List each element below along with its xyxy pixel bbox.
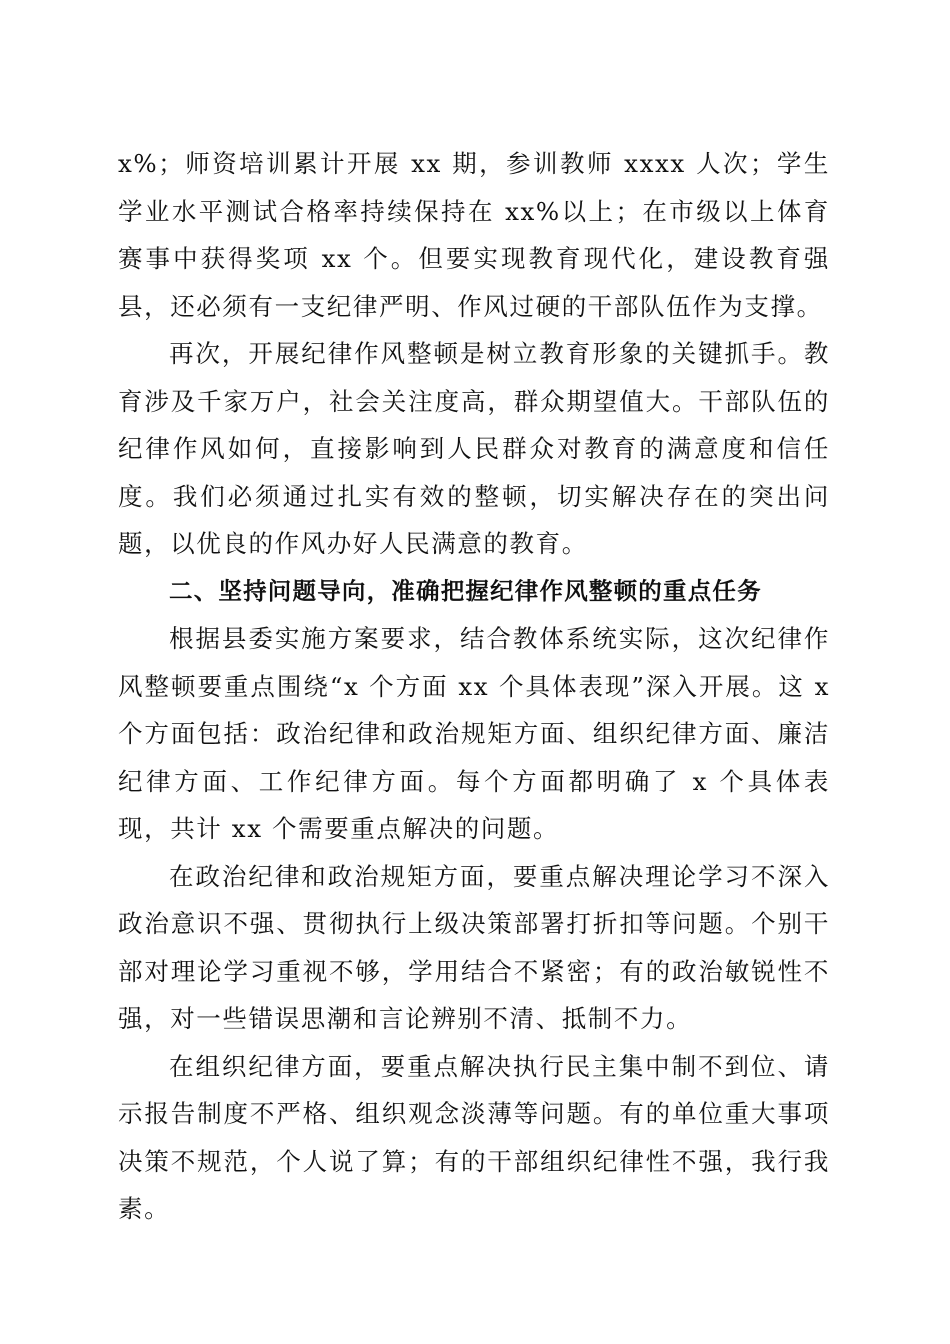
document-body (118, 140, 830, 1233)
paragraph-image-importance: 再次，开展纪律作风整顿是树立教育形象的关键抓手。教育涉及千家万户，社会关注度高，群众期望值大。干部队伍的纪律作风如何，直接影响到人民群众对教育的满意度和信任度。我们必须通过扎实有效的整顿，切实解决存在的突出问题，以优良的作风办好人民满意的教育。 (118, 339, 830, 558)
paragraph-key-tasks: 根据县委实施方案要求，结合教体系统实际，这次纪律作风整顿要重点围绕“x 个方面 xx 个具体表现”深入开展。这 x 个方面包括：政治纪律和政治规矩方面、组织纪律方面、廉洁纪律方面、工作纪律方面。每个方面都明确了 x 个具体表现，共计 xx 个需要重点解决的问题。 (118, 624, 830, 843)
paragraph-continuation: x%；师资培训累计开展 xx 期，参训教师 xxxx 人次；学生学业水平测试合格率持续保持在 xx%以上；在市级以上体育赛事中获得奖项 xx 个。但要实现教育现代化，建设教育强县，还必须有一支纪律严明、作风过硬的干部队伍作为支撑。 (118, 149, 830, 321)
section-heading-2: 二、坚持问题导向，准确把握纪律作风整顿的重点任务 (169, 576, 762, 605)
paragraph-organizational-discipline: 在组织纪律方面，要重点解决执行民主集中制不到位、请示报告制度不严格、组织观念淡薄等问题。有的单位重大事项决策不规范，个人说了算；有的干部组织纪律性不强，我行我素。 (118, 1051, 830, 1223)
paragraph-political-discipline: 在政治纪律和政治规矩方面，要重点解决理论学习不深入政治意识不强、贯彻执行上级决策部署打折扣等问题。个别干部对理论学习重视不够，学用结合不紧密；有的政治敏锐性不强，对一些错误思潮和言论辨别不清、抵制不力。 (118, 861, 830, 1033)
